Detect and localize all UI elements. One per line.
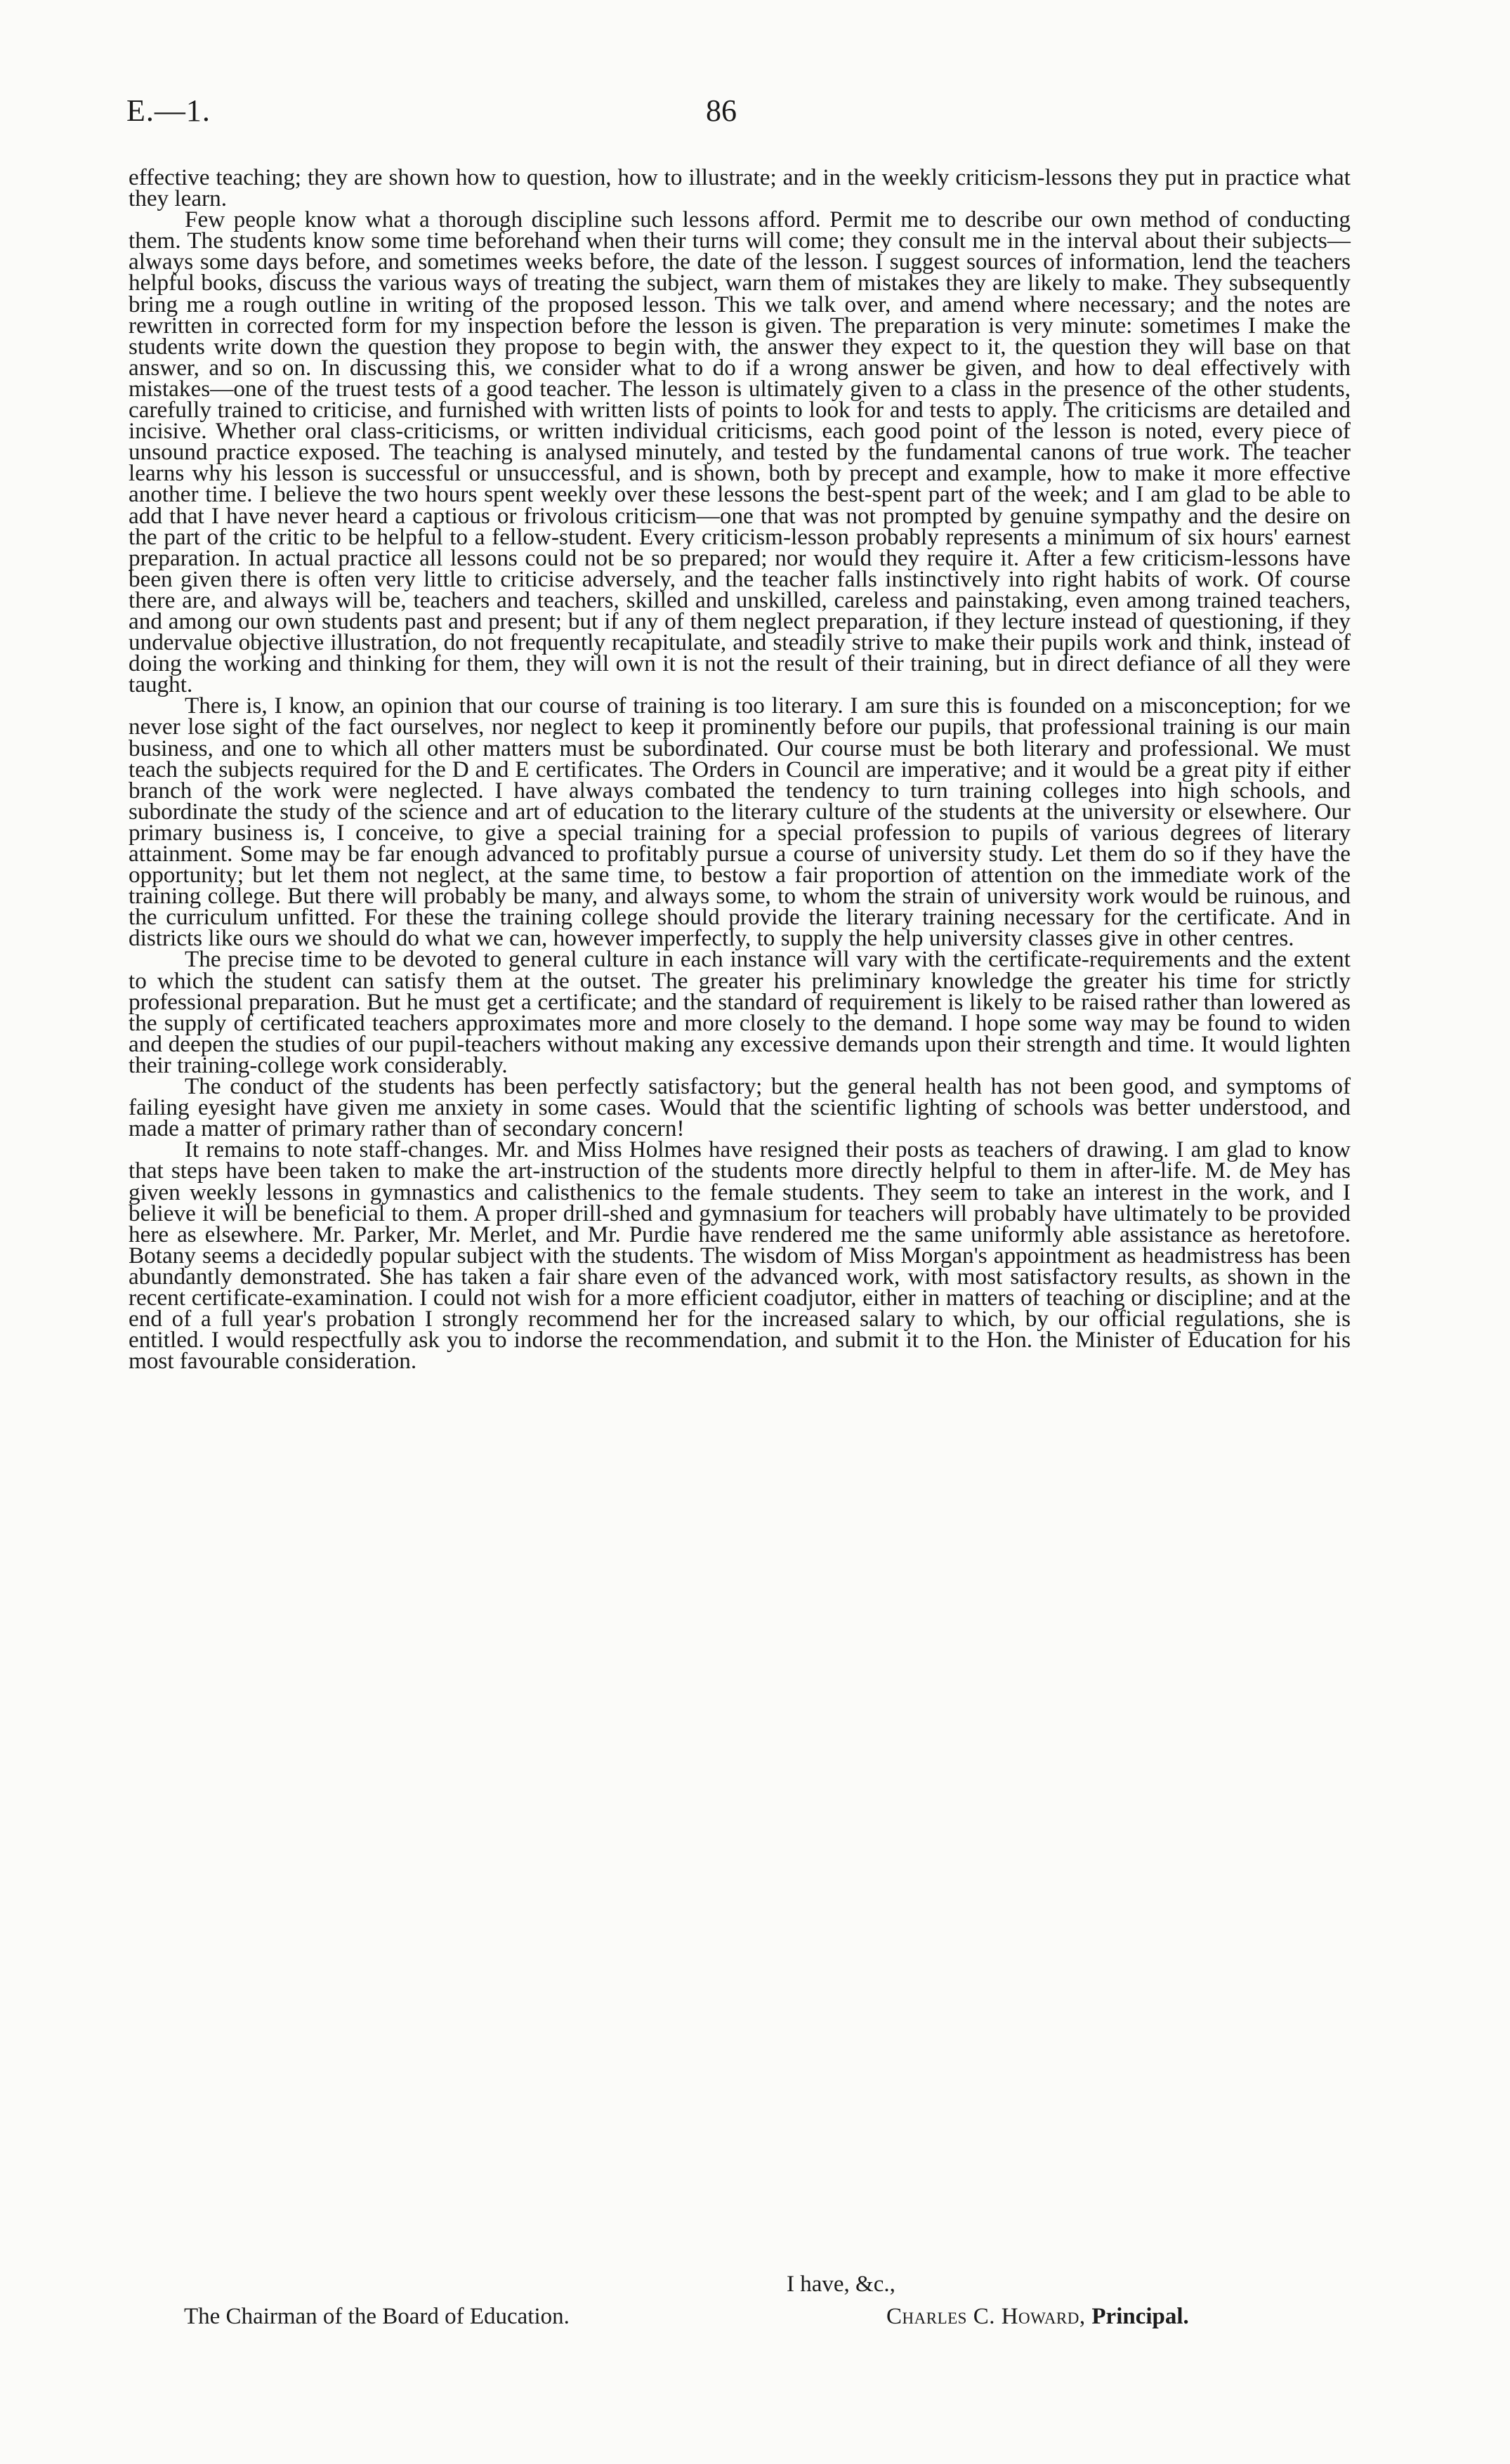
signature-row <box>184 2304 1336 2339</box>
paragraph-criticism-lessons: Few people know what a thorough discipline such lessons afford. Permit me to describe our own method of conducting them. The students know some time beforehand when their turns will come; they consult me in the interval about their subjects—always some days before, and sometimes weeks before, the date of the lesson. I suggest sources of information, lend the teachers helpful books, discuss the various ways of treating the subject, warn them of mistakes they are likely to make. They subsequently bring me a rough outline in writing of the proposed lesson. This we talk over, and amend where necessary; and the notes are rewritten in corrected form for my inspection before the lesson is given. The preparation is very minute: sometimes I make the students write down the question they propose to begin with, the answer they expect to it, the question they will base on that answer, and so on. In discussing this, we consider what to do if a wrong answer be given, and how to deal effectively with mistakes—one of the truest tests of a good teacher. The lesson is ultimately given to a class in the presence of the other students, carefully trained to criticise, and furnished with written lists of points to look for and tests to apply. The criticisms are detailed and incisive. Whether oral class-criticisms, or written individual criticisms, each good point of the lesson is noted, every piece of unsound practice exposed. The teaching is analysed minutely, and tested by the fundamental canons of true work. The teacher learns why his lesson is successful or unsuccessful, and is shown, both by precept and example, how to make it more effective another time. I believe the two hours spent weekly over these lessons the best-spent part of the week; and I am glad to be able to add that I have never heard a captious or frivolous criticism—one that was not prompted by genuine sympathy and the desire on the part of the critic to be helpful to a fellow-student. Every criticism-lesson probably represents a minimum of six hours' earnest preparation. In actual practice all lessons could not be so prepared; nor would they require it. After a few criticism-lessons have been given there is often very little to criticise adversely, and the teacher falls instinctively into right habits of work. Of course there are, and always will be, teachers and teachers, skilled and unskilled, careless and painstaking, even among trained teachers, and among our own students past and present; but if any of them neglect preparation, if they lecture instead of questioning, if they undervalue objective illustration, do not frequently recapitulate, and steadily strive to make their pupils work and think, instead of doing the working and thinking for them, they will own it is not the result of their training, but in direct defiance of all they were taught. <box>129 207 1351 698</box>
paragraph-general-culture: The precise time to be devoted to general culture in each instance will vary with the certificate-requirements and the extent to which the student can satisfy them at the outset. The greater his preliminary knowledge the greater his time for strictly professional preparation. But he must get a certificate; and the standard of requirement is likely to be raised rather than lowered as the supply of certificated teachers approximates more and more closely to the demand. I hope some way may be found to widen and deepen the studies of our pupil-teachers without making any excessive demands upon their strength and time. It would lighten their training-college work considerably. <box>129 946 1351 1078</box>
paragraph-continuation: effective teaching; they are shown how to question, how to illustrate; and in the weekly criticism-lessons they put in practice what they learn. <box>129 164 1351 212</box>
page-number: 86 <box>706 93 737 128</box>
paragraph-staff-changes: It remains to note staff-changes. Mr. and Miss Holmes have resigned their posts as teachers of drawing. I am glad to know that steps have been taken to make the art-instruction of the students more directly helpful to them in after-life. M. de Mey has given weekly lessons in gymnastics and calisthenics to the female students. They seem to take an interest in the work, and I believe it will be beneficial to them. A proper drill-shed and gymnasium for teachers will probably have ultimately to be provided here as elsewhere. Mr. Parker, Mr. Merlet, and Mr. Purdie have rendered me the same uniformly able assistance as heretofore. Botany seems a decidedly popular subject with the students. The wisdom of Miss Morgan's appointment as headmistress has been abundantly demonstrated. She has taken a fair share even of the advanced work, with most satisfactory results, as shown in the recent certificate-examination. I could not wish for a more efficient coadjutor, either in matters of teaching or discipline; and at the end of a full year's probation I strongly recommend her for the increased salary to which, by our official regulations, she is entitled. I would respectfully ask you to indorse the recommendation, and submit it to the Hon. the Minister of Education for his most favourable consideration. <box>129 1136 1351 1375</box>
paragraph-course-of-training: There is, I know, an opinion that our course of training is too literary. I am sure this is founded on a misconception; for we never lose sight of the fact ourselves, nor neglect to keep it prominently before our pupils, that professional training is our main business, and one to which all other matters must be subordinated. Our course must be both literary and professional. We must teach the subjects required for the D and E certificates. The Orders in Council are imperative; and it would be a great pity if either branch of the work were neglected. I have always combated the tendency to turn training colleges into high schools, and subordinate the study of the science and art of education to the literary culture of the students at the university or elsewhere. Our primary business is, I conceive, to give a special training for a special profession to pupils of various degrees of literary attainment. Some may be far enough advanced to profitably pursue a course of university study. Let them do so if they have the opportunity; but let them not neglect, at the same time, to bestow a fair proportion of attention on the immediate work of the training college. But there will probably be many, and always some, to whom the strain of university work would be ruinous, and the curriculum unfitted. For these the training college should provide the literary training necessary for the certificate. And in districts like ours we should do what we can, however imperfectly, to supply the help university classes give in other centres. <box>129 693 1351 952</box>
document-reference: E.—1. <box>126 93 211 128</box>
signatory <box>886 2304 1189 2330</box>
body-text <box>129 164 1351 1375</box>
signatory-name: Charles C. Howard, <box>886 2304 1086 2329</box>
closing-salutation: I have, &c., <box>787 2272 895 2297</box>
page-header <box>126 93 1391 142</box>
paragraph-conduct-health: The conduct of the students has been perfectly satisfactory; but the general health has not been good, and symptoms of failing eyesight have given me anxiety in some cases. Would that the scientific lighting of schools was better understood, and made a matter of primary rather than of secondary concern! <box>129 1073 1351 1142</box>
signatory-role: Principal. <box>1091 2304 1189 2329</box>
addressee: The Chairman of the Board of Education. <box>184 2304 570 2329</box>
